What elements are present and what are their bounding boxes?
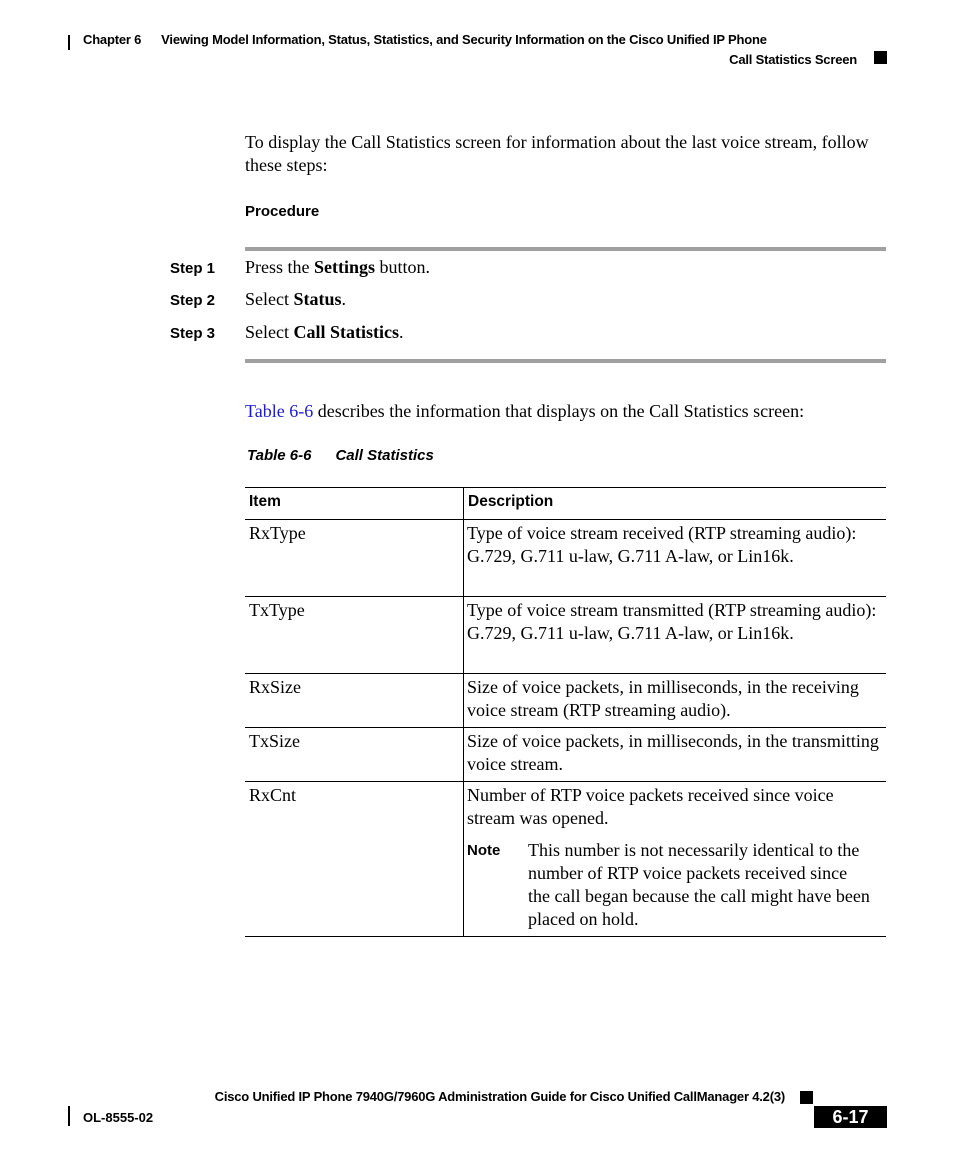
description-cell: Size of voice packets, in milliseconds, in the receiving voice stream (RTP streaming audio).: [464, 674, 887, 728]
description-cell: Type of voice stream transmitted (RTP streaming audio): G.729, G.711 u-law, G.711 A-law, or Lin16k.: [464, 597, 887, 674]
note-block: [467, 839, 886, 936]
table-caption-title: Call Statistics: [335, 447, 434, 464]
procedure-heading: Procedure: [245, 203, 320, 220]
procedure-top-rule: [245, 247, 886, 251]
step-3-label: Step 3: [170, 325, 216, 342]
note-text: This number is not necessarily identical to the number of RTP voice packets received since the call began because the call might have been placed on hold.: [528, 840, 870, 929]
description-text: Number of RTP voice packets received since voice stream was opened.: [467, 785, 834, 828]
intro-paragraph: To display the Call Statistics screen for information about the last voice stream, follow these steps:: [245, 132, 869, 175]
step-1-text: Press the Settings button.: [245, 257, 431, 277]
step-1-label: Step 1: [170, 260, 216, 277]
footer-rule: [68, 1106, 70, 1126]
table-6-6-link[interactable]: Table 6-6: [245, 401, 314, 421]
step-3-text: Select Call Statistics.: [245, 322, 404, 342]
item-cell: TxType: [245, 597, 464, 674]
section-title: Call Statistics Screen: [729, 52, 857, 67]
step-2-label: Step 2: [170, 292, 216, 309]
column-header-description: Description: [464, 488, 887, 520]
step-2-text: Select Status.: [245, 289, 346, 309]
table-caption-number: Table 6-6: [247, 447, 312, 464]
step-1-bold: Settings: [314, 257, 376, 277]
footer-doc-number: OL-8555-02: [83, 1110, 154, 1125]
item-cell: RxCnt: [245, 782, 464, 937]
step-2-bold: Status: [293, 289, 342, 309]
table-row: [245, 597, 886, 674]
footer-book-title: Cisco Unified IP Phone 7940G/7960G Administration Guide for Cisco Unified CallManager 4.2(3): [214, 1089, 785, 1104]
table-row: [245, 728, 886, 782]
chapter-label: Chapter 6: [83, 32, 142, 47]
footer-marker: [800, 1091, 813, 1104]
page-number: 6-17: [814, 1106, 887, 1128]
item-cell: RxType: [245, 520, 464, 597]
description-cell: [464, 782, 887, 937]
header-marker: [874, 51, 887, 64]
item-cell: TxSize: [245, 728, 464, 782]
header-rule: [68, 35, 70, 50]
item-cell: RxSize: [245, 674, 464, 728]
chapter-title: Viewing Model Information, Status, Statistics, and Security Information on the Cisco Unified IP Phone: [161, 32, 767, 47]
table-caption: [247, 447, 434, 464]
step-3-bold: Call Statistics: [293, 322, 399, 342]
table-row: [245, 674, 886, 728]
note-label: Note: [467, 842, 501, 859]
procedure-bottom-rule: [245, 359, 886, 363]
table-reference-sentence: Table 6-6 describes the information that displays on the Call Statistics screen:: [245, 401, 805, 421]
description-cell: Size of voice packets, in milliseconds, in the transmitting voice stream.: [464, 728, 887, 782]
column-header-item: Item: [245, 488, 464, 520]
table-row: [245, 782, 886, 937]
call-statistics-table: [245, 487, 886, 937]
description-cell: Type of voice stream received (RTP streaming audio): G.729, G.711 u-law, G.711 A-law, or Lin16k.: [464, 520, 887, 597]
table-header-row: [245, 488, 886, 520]
running-header: [83, 32, 767, 47]
table-row: [245, 520, 886, 597]
